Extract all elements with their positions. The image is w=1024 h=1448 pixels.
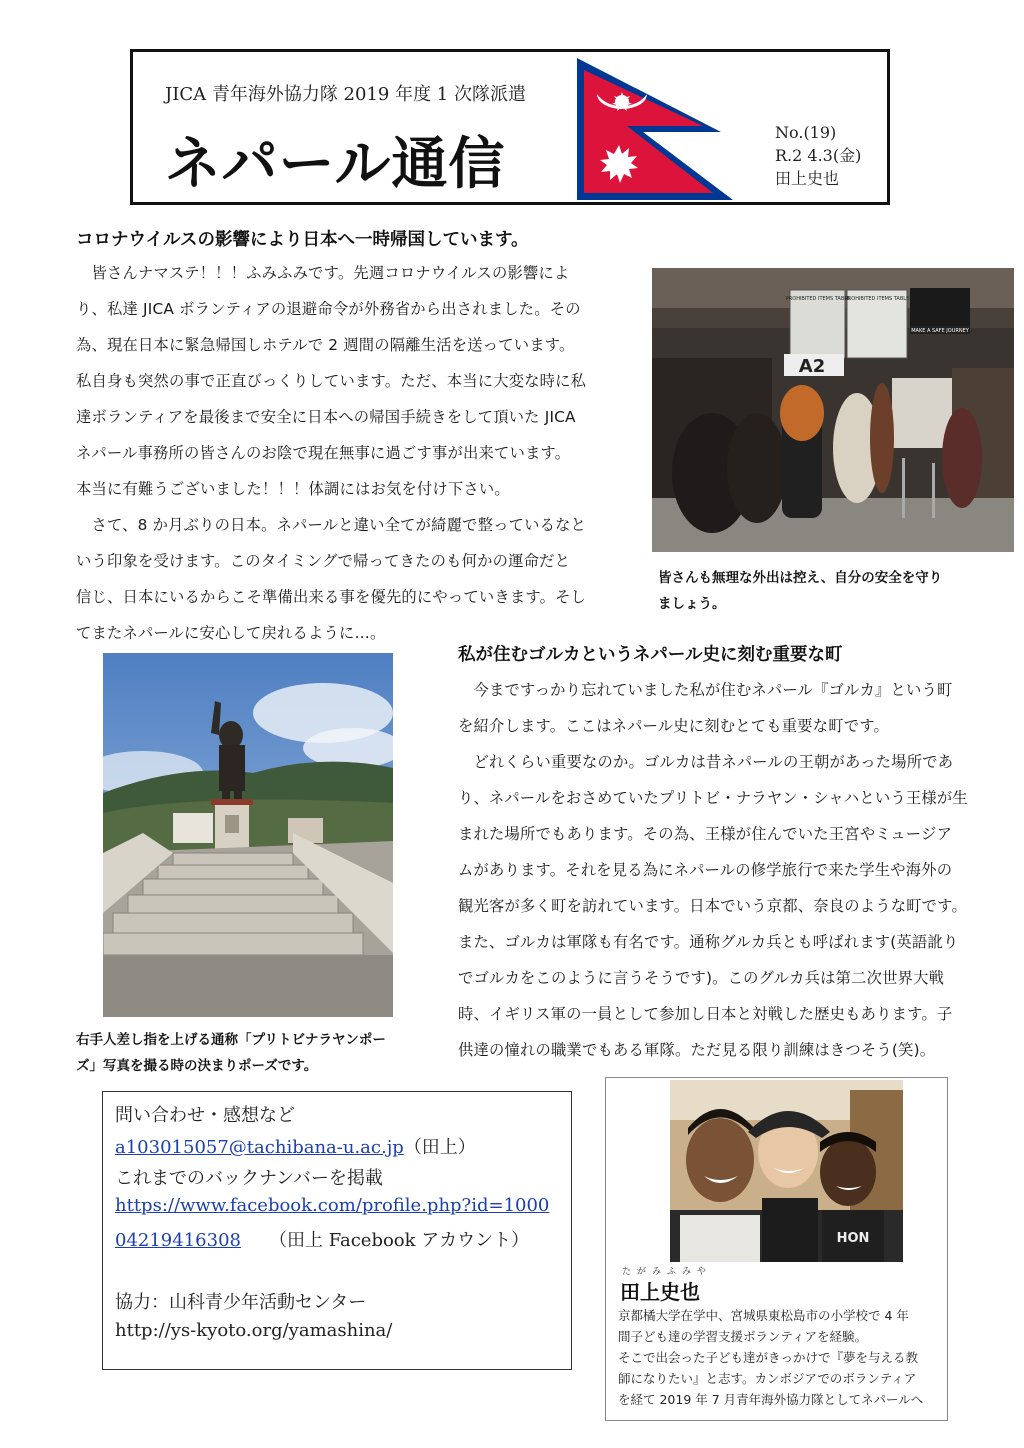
newsletter-subtitle: JICA 青年海外協力隊 2019 年度 1 次隊派遣 [165, 84, 526, 105]
profile-furigana: たがみふみや [622, 1267, 713, 1277]
contact-email-row [115, 1133, 476, 1159]
safe-journey-banner: MAKE A SAFE JOURNEY [911, 328, 969, 334]
profile-bio [618, 1305, 948, 1410]
article1-line: ネパール事務所の皆さんのお陰で現在無事に過ごす事が出来ています。 [76, 444, 571, 462]
article1-line: 皆さんナマステ！！！ふみふみです。先週コロナウイルスの影響によ [76, 264, 570, 282]
facebook-url-row-2 [115, 1226, 529, 1252]
article2-line: また、ゴルカは軍隊も有名です。通称グルカ兵とも呼ばれます(英語訛り [458, 933, 959, 951]
article2-line: り、ネパールをおさめていたプリトビ・ナラヤン・シャハという王様が生 [458, 789, 968, 807]
article1-line: 私自身も突然の事で正直びっくりしています。ただ、本当に大変な時に私 [76, 372, 587, 390]
facebook-link-part2[interactable]: 04219416308 [115, 1230, 241, 1251]
article1-body [76, 255, 636, 651]
bio-line: を経て 2019 年 7 月青年海外協力隊としてネパールへ [618, 1392, 924, 1407]
article1-line: さて、8 か月ぶりの日本。ネパールと違い全てが綺麗で整っているなと [76, 516, 587, 534]
caption-line: 皆さんも無理な外出は控え、自分の安全を守り [658, 570, 943, 586]
airport-photo [652, 268, 1014, 552]
airport-photo-caption [658, 565, 1008, 617]
article1-line: 達ボランティアを最後まで安全に日本への帰国手続きをして頂いた JICA [76, 408, 576, 426]
article2-line: 時、イギリス軍の一員として参加し日本と対戦した歴史もあります。子 [458, 1005, 953, 1023]
article2-line: 供達の憧れの職業でもある軍隊。ただ見る限り訓練はきつそう(笑)。 [458, 1041, 936, 1059]
statue-photo-caption [76, 1027, 456, 1079]
article2-heading: 私が住むゴルカというネパール史に刻む重要な町 [458, 645, 843, 665]
bio-line: そこで出会った子ども達がきっかけで『夢を与える教 [618, 1350, 919, 1365]
article2-line: を紹介します。ここはネパール史に刻むとても重要な町です。 [458, 717, 890, 735]
article2-line: 今まですっかり忘れていました私が住むネパール『ゴルカ』という町 [458, 681, 953, 699]
contact-email-link[interactable]: a103015057@tachibana-u.ac.jp [115, 1137, 404, 1158]
article2-line: ムがあります。それを見る為にネパールの修学旅行で来た学生や海外の [458, 861, 953, 879]
caption-line: 右手人差し指を上げる通称「プリトビナラヤンポー [76, 1032, 386, 1048]
contact-label: 問い合わせ・感想など [115, 1105, 295, 1126]
issue-number: No.(19) [775, 123, 837, 142]
article2-line: 観光客が多く町を訪れています。日本でいう京都、奈良のような町です。 [458, 897, 967, 915]
statue-photo [103, 653, 393, 1017]
caption-line: ましょう。 [658, 596, 726, 612]
profile-photo [670, 1080, 903, 1262]
facebook-url-row-1 [115, 1195, 549, 1216]
article2-line: まれた場所でもあります。その為、王様が住んでいた王宮やミュージア [458, 825, 953, 843]
article2-line: でゴルカをこのように言うそうです)。このグルカ兵は第二次世界大戦 [458, 969, 945, 987]
article1-line: てまたネパールに安心して戻れるように…。 [76, 624, 386, 642]
article1-line: 為、現在日本に緊急帰国しホテルで 2 週間の隔離生活を送っています。 [76, 336, 575, 354]
caption-line: ズ」写真を撮る時の決まりポーズです。 [76, 1058, 318, 1074]
bio-line: 京都橘大学在学中、宮城県東松島市の小学校で 4 年 [618, 1308, 909, 1323]
nepal-flag-icon [575, 56, 735, 202]
gate-sign: A2 [798, 356, 826, 377]
article1-heading: コロナウイルスの影響により日本へ一時帰国しています。 [76, 230, 529, 250]
cooperation-url: http://ys-kyoto.org/yamashina/ [115, 1320, 393, 1341]
issue-meta [775, 121, 861, 190]
article1-line: り、私達 JICA ボランティアの退避命令が外務省から出されました。その [76, 300, 581, 318]
prohibited-sign-2: PROHIBITED ITEMS TABLE [844, 296, 910, 302]
prohibited-sign-1: PROHIBITED ITEMS TABLE [785, 296, 851, 302]
cooperation-label: 協力：山科青少年活動センター [115, 1292, 367, 1313]
article2-body [458, 672, 1014, 1068]
facebook-link-part1[interactable]: https://www.facebook.com/profile.php?id=1000 [115, 1195, 550, 1216]
bio-line: 間子ども達の学習支援ボランティアを経験。 [618, 1329, 868, 1344]
bio-line: 師になりたい』と志す。カンボジアでのボランティア [618, 1371, 917, 1386]
contact-email-suffix: （田上） [403, 1137, 476, 1158]
profile-name: 田上史也 [620, 1280, 700, 1304]
article1-line: 本当に有難うございました！！！体調にはお気を付け下さい。 [76, 480, 510, 498]
shirt-text: HON [836, 1231, 870, 1246]
article2-line: どれくらい重要なのか。ゴルカは昔ネパールの王朝があった場所であ [458, 753, 954, 771]
article1-line: 信じ、日本にいるからこそ準備出来る事を優先的にやっていきます。そし [76, 588, 587, 606]
issue-author: 田上史也 [775, 169, 840, 188]
facebook-suffix: （田上 Facebook アカウント） [268, 1230, 530, 1251]
newsletter-title: ネパール通信 [165, 132, 506, 197]
article1-line: いう印象を受けます。このタイミングで帰ってきたのも何かの運命だと [76, 552, 571, 570]
issue-date: R.2 4.3(金) [775, 146, 862, 165]
backnumber-label: これまでのバックナンバーを掲載 [115, 1168, 383, 1189]
